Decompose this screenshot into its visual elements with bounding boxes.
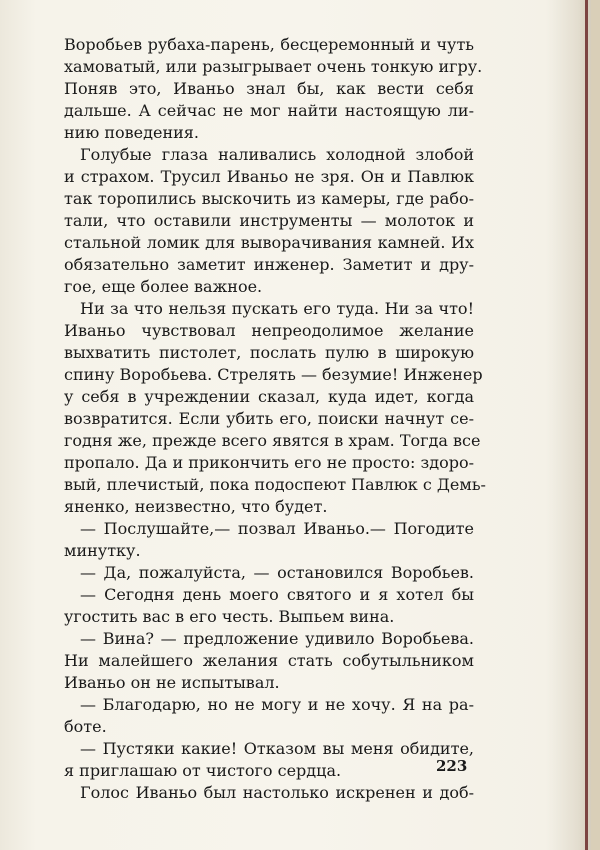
text-line: — Пустяки какие! Отказом вы меня обидите, <box>80 739 474 758</box>
text-line: у себя в учреждении сказал, куда идет, когда <box>64 387 474 406</box>
text-line: угостить вас в его честь. Выпьем вина. <box>64 607 395 626</box>
text-line: Голос Иваньо был настолько искренен и доб- <box>80 783 474 802</box>
text-line: Ни малейшего желания стать собутыльником <box>64 651 474 670</box>
text-line: спину Воробьева. Стрелять — безумие! Инженер <box>64 365 483 384</box>
text-line: Иваньо чувствовал непреодолимое желание <box>64 321 474 340</box>
page-number: 223 <box>436 757 468 775</box>
body-text <box>64 34 486 804</box>
text-line: и страхом. Трусил Иваньо не зря. Он и Павлюк <box>64 167 474 186</box>
page-outer-margin <box>591 0 600 850</box>
text-line: так торопились выскочить из камеры, где рабо- <box>64 189 474 208</box>
text-line: тали, что оставили инструменты — молоток и <box>64 211 474 230</box>
text-line: — Послушайте,— позвал Иваньо.— Погодите <box>80 519 474 538</box>
text-line: стальной ломик для выворачивания камней. Их <box>64 233 474 252</box>
text-line: годня же, прежде всего явятся в храм. Тогда все <box>64 431 481 450</box>
text-line: Иваньо он не испытывал. <box>64 673 280 692</box>
text-line: нию поведения. <box>64 123 199 142</box>
text-line: я приглашаю от чистого сердца. <box>64 761 342 780</box>
text-line: Воробьев рубаха-парень, бесцеремонный и чуть <box>64 35 474 54</box>
text-line: выхватить пистолет, послать пулю в широкую <box>64 343 474 362</box>
page-binding-edge <box>585 0 588 850</box>
text-line: хамоватый, или разыгрывает очень тонкую игру. <box>64 57 483 76</box>
text-line: — Сегодня день моего святого и я хотел бы <box>80 585 474 604</box>
text-line: — Благодарю, но не могу и не хочу. Я на ра- <box>80 695 474 714</box>
text-line: — Вина? — предложение удивило Воробьева. <box>80 629 474 648</box>
text-line: боте. <box>64 717 107 736</box>
text-line: Ни за что нельзя пускать его туда. Ни за что! <box>80 299 474 318</box>
text-line: пропало. Да и прикончить его не просто: здоро- <box>64 453 474 472</box>
text-line: — Да, пожалуйста, — остановился Воробьев. <box>80 563 474 582</box>
text-line: вый, плечистый, пока подоспеют Павлюк с Демь- <box>64 475 486 494</box>
text-line: минутку. <box>64 541 141 560</box>
text-line: возвратится. Если убить его, поиски начнут се- <box>64 409 474 428</box>
text-line: обязательно заметит инженер. Заметит и дру- <box>64 255 474 274</box>
text-line: Голубые глаза наливались холодной злобой <box>80 145 474 164</box>
text-line: Поняв это, Иваньо знал бы, как вести себя <box>64 79 474 98</box>
text-line: дальше. А сейчас не мог найти настоящую ли- <box>64 101 474 120</box>
text-line: яненко, неизвестно, что будет. <box>64 497 328 516</box>
text-line: гое, еще более важное. <box>64 277 263 296</box>
